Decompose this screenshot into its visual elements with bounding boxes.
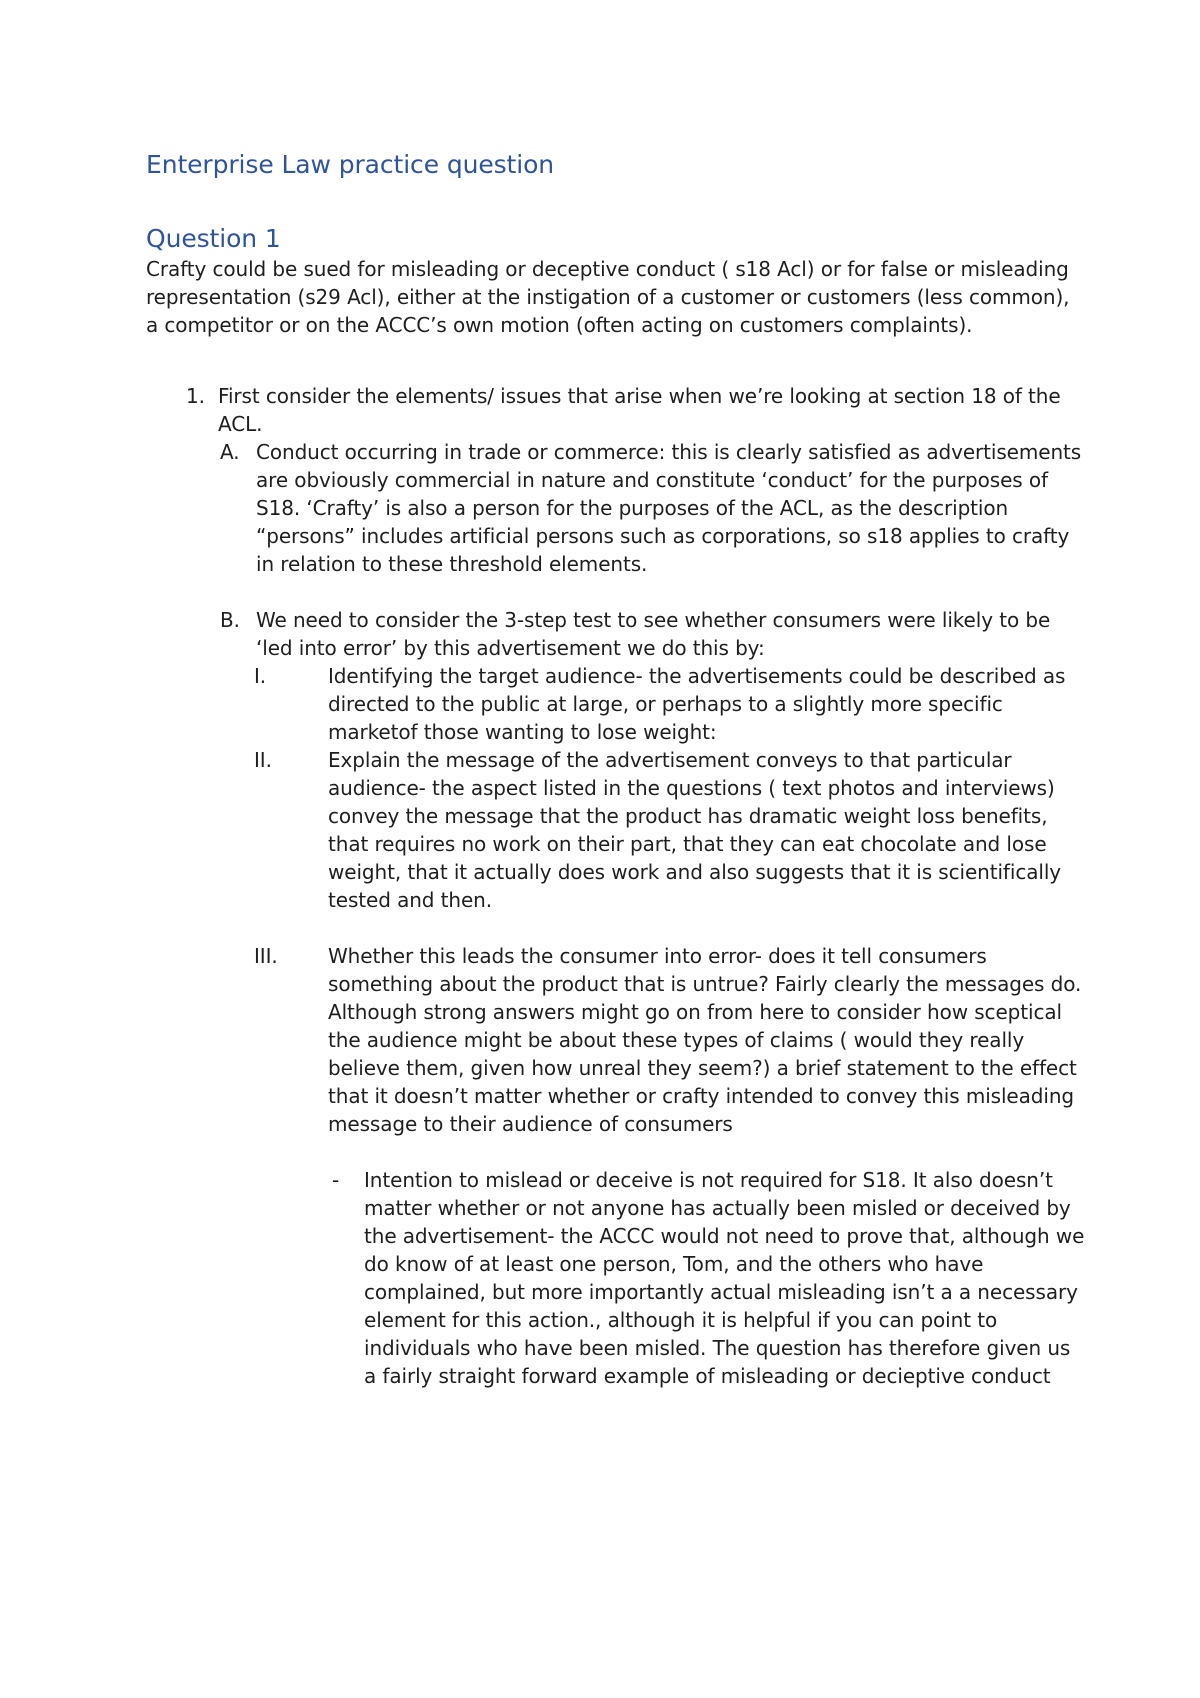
intro-paragraph: Crafty could be sued for misleading or deceptive conduct ( s18 Acl) or for false or misleading representation (s29 Acl), either at the instigation of a customer or customers (less common), a competitor or on the ACCC’s own motion (often acting on customers complaints).	[146, 257, 1070, 337]
list-item-text: Identifying the target audience- the advertisements could be described as directed to the public at large, or perhaps to a slightly more specific marketof those wanting to lose weight:	[328, 664, 1066, 744]
list-item-text: Whether this leads the consumer into error- does it tell consumers something about the product that is untrue? Fairly clearly the messages do. Although strong answers might go on from here to consider how sceptical the audience might be about these types of claims ( would they really believe them, given how unreal they seem?) a brief statement to the effect that it doesn’t matter whether or crafty intended to convey this misleading message to their audience of consumers	[328, 944, 1082, 1136]
list-item-text: Explain the message of the advertisement conveys to that particular audience- the aspect listed in the questions ( text photos and interviews) convey the message that the product has dramatic weight loss benefits, that requires no work on their part, that they can eat chocolate and lose weight, that it actually does work and also suggests that it is scientifically tested and then.	[328, 748, 1062, 912]
list-item-b	[220, 606, 1086, 662]
list-item-text: Intention to mislead or deceive is not required for S18. It also doesn’t matter whether or not anyone has actually been misled or deceived by the advertisement- the ACCC would not need to prove that, although we do know of at least one person, Tom, and the others who have complained, but more importantly actual misleading isn’t a a necessary element for this action., although it is helpful if you can point to individuals who have been misled. The question has therefore given us a fairly straight forward example of misleading or decieptive conduct	[364, 1168, 1085, 1388]
list-item-ii	[254, 746, 1086, 914]
list-marker: A.	[220, 440, 240, 464]
list-item-a	[220, 438, 1086, 578]
list-marker: II.	[254, 748, 272, 772]
list-item-i	[254, 662, 1086, 746]
question-heading: Question 1	[146, 224, 281, 253]
list-item-dash	[332, 1166, 1086, 1390]
document-title: Enterprise Law practice question	[146, 150, 555, 179]
list-marker: B.	[220, 608, 240, 632]
list-marker: -	[332, 1168, 340, 1192]
list-marker: I.	[254, 664, 267, 688]
list-marker: III.	[254, 944, 278, 968]
list-item-iii	[254, 942, 1086, 1138]
list-item-1	[186, 382, 1086, 438]
list-item-text: Conduct occurring in trade or commerce: this is clearly satisfied as advertisements are obviously commercial in nature and constitute ‘conduct’ for the purposes of S18. ‘Crafty’ is also a person for the purposes of the ACL, as the description “persons” includes artificial persons such as corporations, so s18 applies to crafty in relation to these threshold elements.	[256, 440, 1082, 576]
list-item-text: First consider the elements/ issues that arise when we’re looking at section 18 of the ACL.	[218, 384, 1061, 436]
list-item-text: We need to consider the 3-step test to see whether consumers were likely to be ‘led into error’ by this advertisement we do this by:	[256, 608, 1051, 660]
list-marker: 1.	[186, 384, 205, 408]
